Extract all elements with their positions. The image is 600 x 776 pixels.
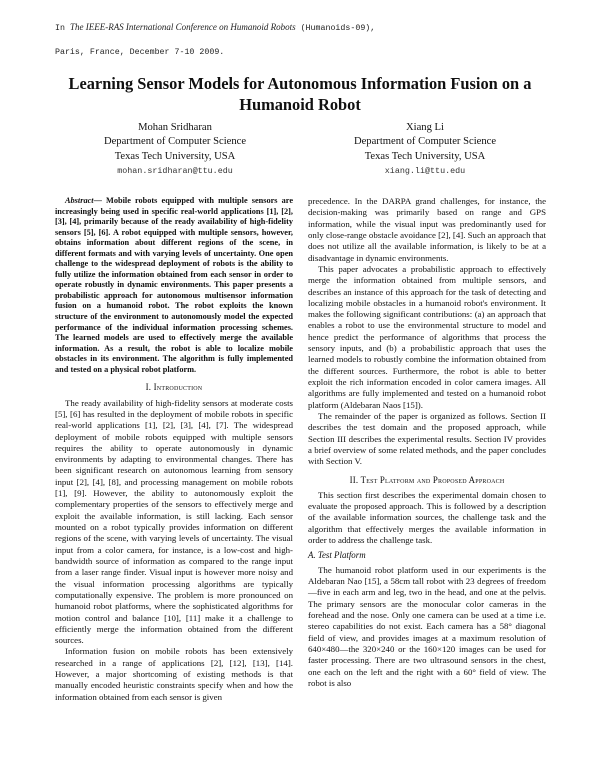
- intro-paragraph-2: Information fusion on mobile robots has been extensively researched in a range of applications [2], [12], [13], [14]. However, a major shortcoming of existing methods is that manually encoded heuristic constraints specify when and how the information obtained from each sensor is given: [55, 646, 293, 702]
- paper-title: Learning Sensor Models for Autonomous Information Fusion on a Humanoid Robot: [68, 74, 532, 114]
- venue-line-1: [55, 21, 555, 35]
- section-heading-introduction: I. Introduction: [145, 382, 203, 393]
- author-name: Xiang Li: [406, 122, 444, 133]
- author-dept: Department of Computer Science: [353, 136, 497, 148]
- intro-paragraph-1: The ready availability of high-fidelity sensors at moderate costs [5], [6] has resulted in the deployment of mobile robots in specific real-world applications [1], [2], [3], [4], [7]. The widespread deployment of mobile robots equipped with multiple sensors requires the ability to operate autonomously in dynamic environments by adapting to environmental changes. There has been significant research on autonomous learning from sensory input [2], [4], [8], and processing management on mobile robots [1], [9]. However, the ability to autonomously exploit the complementary properties of the sensors to effectively merge and exploit the available information, is still lacking. Each sensor mounted on a robot typically provides information on different regions of the scene, with varying levels of uncertainty. The visual input from a color camera, for instance, is a low-cost and high-bandwidth source of information as compared to the range input from a laser range finder. Visual input is however more noisy and the visual information processing algorithms are typically computationally expensive. The problem is more pronounced on humanoid robot platforms, where the sophisticated algorithms for motion control and balance [10], [11] make it a challenge to efficiently merge the information obtained from the different sources.: [55, 397, 293, 646]
- author-block-1: [60, 121, 290, 179]
- author-dept: Department of Computer Science: [103, 136, 247, 148]
- subsection-a-paragraph-1: The humanoid robot platform used in our experiments is the Aldebaran Nao [15], a 58cm tall robot with 23 degrees of freedom—five in each arm and leg, two in the head, and one at the pelvis. The primary sensors are the monocular color cameras in the forehead and the nose. Only one camera can be used at a time i.e. stereo capabilities do not exist. Each camera has a 58° diagonal field of view, and provides images at a maximum resolution of 640×480—the 320×240 or the 160×120 images can be used for faster processing. There are two ultrasound sensors in the chest, one each on the left and the right with a 60° field of view. The robot is also: [308, 564, 546, 688]
- right-column: [308, 196, 546, 689]
- abstract-text: — Mobile robots equipped with multiple sensors are increasingly being used in specific real-world applications [1], [2], [3], [4], primarily because of the ready availability of high-fidelity sensors [5], [6]. A robot equipped with multiple sensors, however, obtains information about different regions of the scene, in different formats and with varying levels of uncertainty. One open challenge to the widespread deployment of robots is the ability to fully utilize the information obtained from each sensor in order to operate robustly in dynamic environments. This paper presents a probabilistic approach for autonomous multisensor information fusion on a humanoid robot. The robot exploits the known structure of the environment to autonomously model the expected performance of the individual information processing schemes. The learned models are used to effectively merge the available information. As a result, the robot is able to localize mobile obstacles in its environment. The algorithm is fully implemented and tested on a physical robot platform.: [55, 196, 293, 374]
- author-affiliation: Texas Tech University, USA: [364, 150, 486, 162]
- author-affiliation: Texas Tech University, USA: [114, 150, 236, 162]
- author-email: mohan.sridharan@ttu.edu: [117, 166, 233, 177]
- abstract: [55, 196, 293, 375]
- author-block-2: [310, 121, 540, 179]
- venue-conference: The IEEE-RAS International Conference on Humanoid Robots: [69, 22, 296, 32]
- subsection-heading-test-platform: A. Test Platform: [308, 550, 366, 561]
- venue-suffix: (Humanoids-09),: [300, 24, 376, 33]
- section2-paragraph-1: This section first describes the experimental domain chosen to evaluate the proposed approach. This is followed by a description of the available information sources, the challenge task and the algorithm that effectively merges the available information in order to address the challenge task.: [308, 489, 546, 546]
- intro-paragraph-3: precedence. In the DARPA grand challenges, for instance, the decision-making was primarily based on range and GPS information, while the visual input was predominantly used for only close-range obstacle avoidance [2], [4]. Such an approach that does not utilize all the available information, is likely to be at a disadvantage in dynamic environments.: [308, 196, 546, 263]
- left-column: [55, 196, 293, 703]
- intro-paragraph-5: The remainder of the paper is organized as follows. Section II describes the test domain and the proposed approach, while Section III describes the experimental results. Section IV provides a brief overview of some related methods, and the paper concludes with Section V.: [308, 410, 546, 467]
- venue-line-2: Paris, France, December 7-10 2009.: [55, 48, 225, 57]
- section-heading-test-platform: II. Test Platform and Proposed Approach: [349, 474, 505, 485]
- venue-prefix: In: [55, 24, 65, 33]
- venue-header: [55, 9, 555, 71]
- intro-paragraph-4: This paper advocates a probabilistic approach to effectively merge the information obtained from multiple sensors, and describes an instance of this approach for the task of detecting and localizing mobile obstacles in a humanoid robot's environment. It makes the following significant contributions: (a) an approach that enables a robot to use the environmental structure to model and hence predict the performance of algorithms that process the sensory inputs, and (b) a probabilistic approach that uses the learned models to robustly combine the information obtained from the different sources. Furthermore, the robot is able to better exploit the rich information encoded in color camera images. All algorithms are fully implemented and tested on a humanoid robot platform (Aldebaran Naos [15]).: [308, 263, 546, 410]
- author-name: Mohan Sridharan: [138, 122, 212, 133]
- abstract-label: Abstract: [65, 196, 94, 205]
- author-email: xiang.li@ttu.edu: [384, 166, 466, 177]
